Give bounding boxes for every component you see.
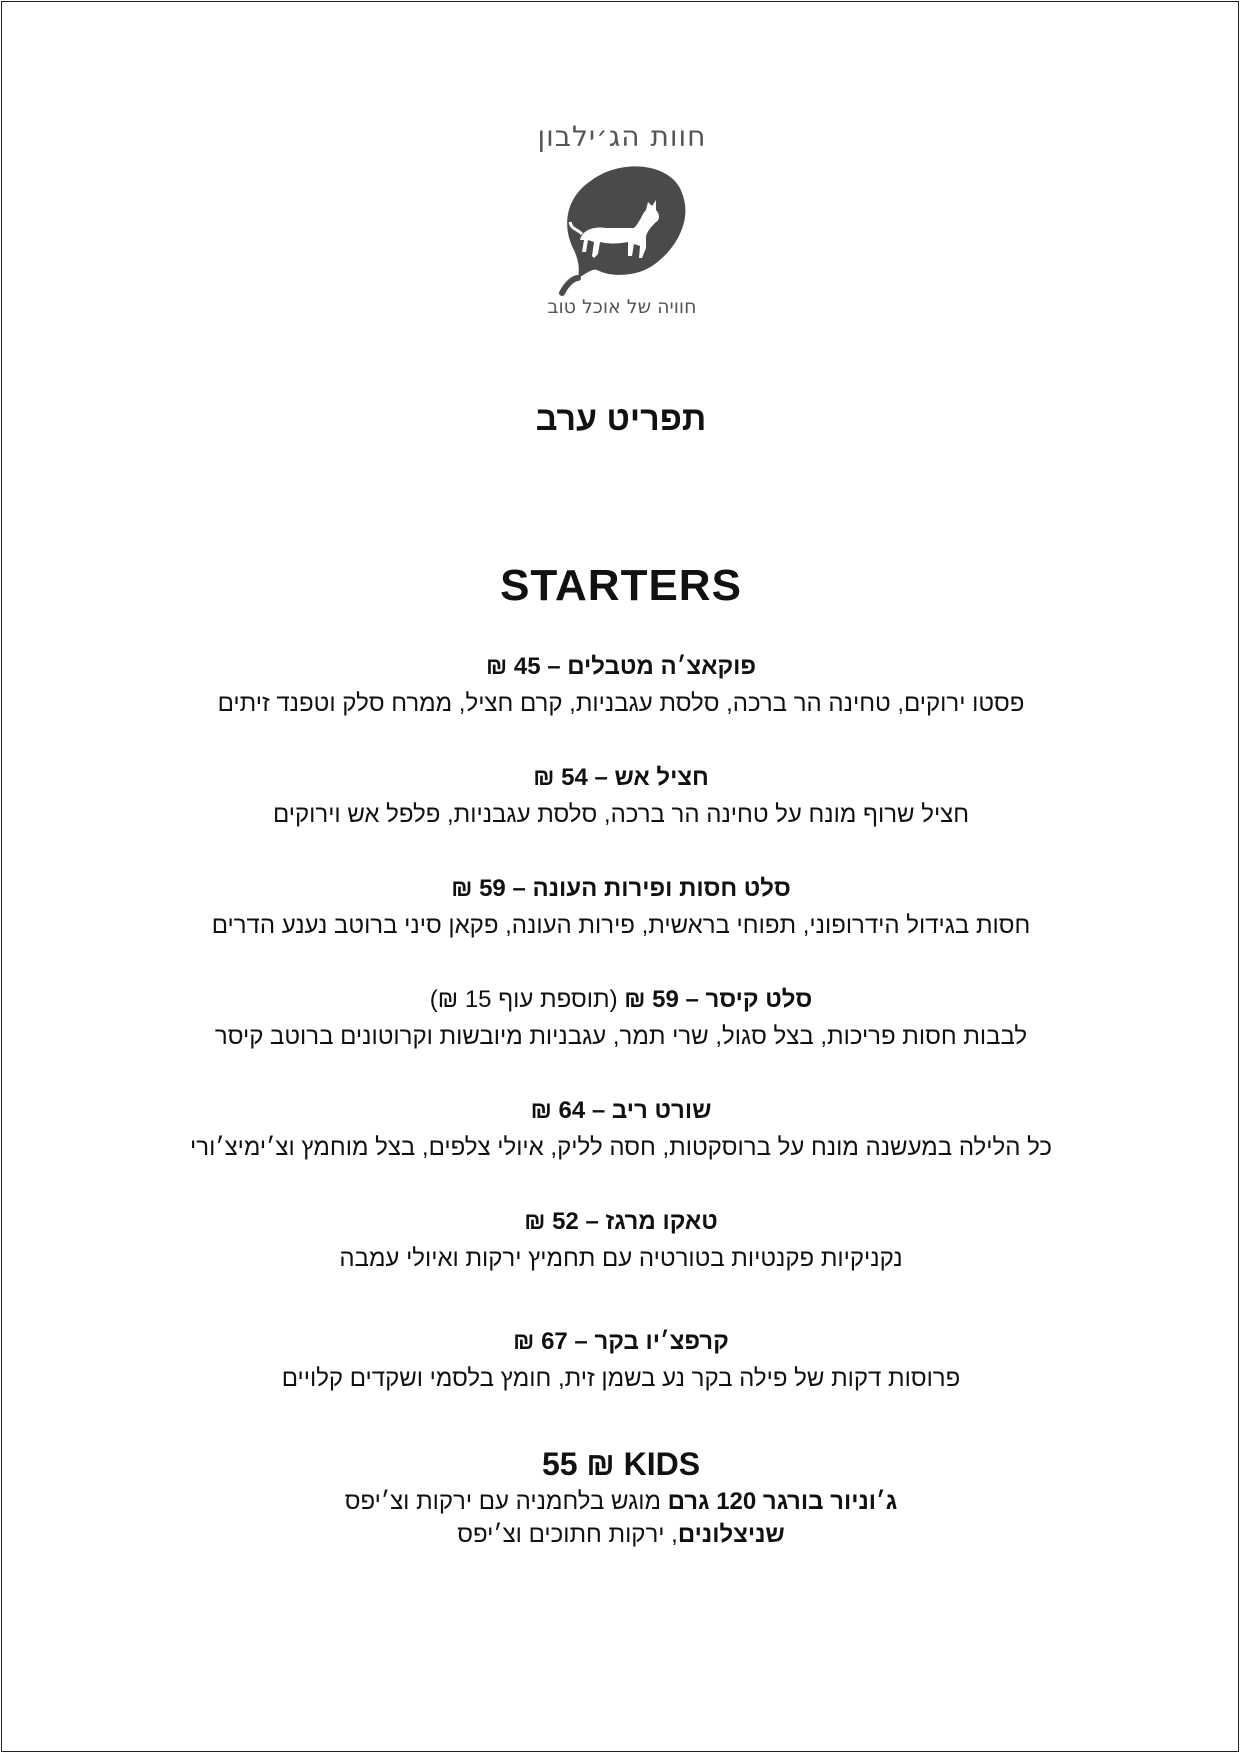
dish-name: קרפצ׳יו בקר xyxy=(594,1328,729,1355)
kids-title: 55 ₪ KIDS xyxy=(541,1446,701,1482)
dish-name: חציל אש xyxy=(614,764,709,791)
menu-item-description: חציל שרוף מונח על טחינה הר ברכה, סלסת עגבניות, פלפל אש וירוקים xyxy=(272,801,970,828)
page-title: תפריט ערב xyxy=(535,400,707,438)
menu-item-name xyxy=(0,1096,1242,1126)
dish-price: – 59 ₪ xyxy=(624,986,699,1013)
menu-item xyxy=(0,652,1242,719)
menu-item xyxy=(0,1327,1242,1394)
menu-item-name xyxy=(0,1207,1242,1237)
dish-name: סלט קיסר xyxy=(705,986,813,1013)
kids-item-description: , ירקות חתוכים וצ׳יפס xyxy=(457,1521,678,1548)
kids-item xyxy=(0,1520,1242,1550)
dish-note: (תוספת עוף 15 ₪) xyxy=(429,986,618,1013)
menu-item xyxy=(0,1096,1242,1163)
menu-item-description: כל הלילה במעשנה מונח על ברוסקטות, חסה לליק, איולי צלפים, בצל מוחמץ וצ׳ימיצ׳ורי xyxy=(190,1134,1052,1161)
dish-price: – 52 ₪ xyxy=(524,1208,599,1235)
kids-item-name: שניצלונים xyxy=(677,1521,785,1548)
menu-item xyxy=(0,874,1242,941)
restaurant-logo xyxy=(522,118,722,333)
kids-item-name: ג׳וניור בורגר 120 גרם xyxy=(667,1488,898,1515)
menu-item-name xyxy=(0,874,1242,904)
menu-item-name xyxy=(0,763,1242,793)
dish-name: סלט חסות ופירות העונה xyxy=(532,875,791,902)
kids-item-description: מוגש בלחמניה עם ירקות וצ׳יפס xyxy=(344,1488,668,1515)
menu-item-description: פרוסות דקות של פילה בקר נע בשמן זית, חומץ בלסמי ושקדים קלויים xyxy=(281,1365,961,1392)
menu-item xyxy=(0,985,1242,1052)
dish-name: שורט ריב xyxy=(611,1097,712,1124)
menu-item-name xyxy=(0,652,1242,682)
dish-price: – 54 ₪ xyxy=(533,764,608,791)
menu-item-description: נקניקיות פקנטיות בטורטיה עם תחמיץ ירקות ואיולי עמבה xyxy=(339,1245,903,1272)
dish-price: – 45 ₪ xyxy=(485,653,561,680)
logo-name: חוות הג׳ילבון xyxy=(537,120,707,153)
menu-item xyxy=(0,1207,1242,1274)
dish-name: פוקאצ׳ה מטבלים xyxy=(567,653,757,680)
dish-price: – 67 ₪ xyxy=(513,1328,588,1355)
menu-item-name xyxy=(0,1327,1242,1357)
kids-item xyxy=(0,1487,1242,1517)
menu-item-description: פסטו ירוקים, טחינה הר ברכה, סלסת עגבניות, קרם חציל, ממרח סלק וטפנד זיתים xyxy=(217,690,1025,717)
dish-price: – 64 ₪ xyxy=(530,1097,606,1124)
dish-price: – 59 ₪ xyxy=(451,875,526,902)
kids-section xyxy=(0,1444,1242,1550)
menu-item-name xyxy=(0,985,1242,1015)
dish-name: טאקו מרגז xyxy=(605,1208,718,1235)
menu-item-description: לבבות חסות פריכות, בצל סגול, שרי תמר, עגבניות מיובשות וקרוטונים ברוטב קיסר xyxy=(214,1023,1028,1050)
section-title: STARTERS xyxy=(500,561,742,610)
menu-item-description: חסות בגידול הידרופוני, תפוחי בראשית, פירות העונה, פקאן סיני ברוטב נענע הדרים xyxy=(211,912,1031,939)
menu-item xyxy=(0,763,1242,830)
logo-tagline: חוויה של אוכל טוב xyxy=(547,296,697,318)
